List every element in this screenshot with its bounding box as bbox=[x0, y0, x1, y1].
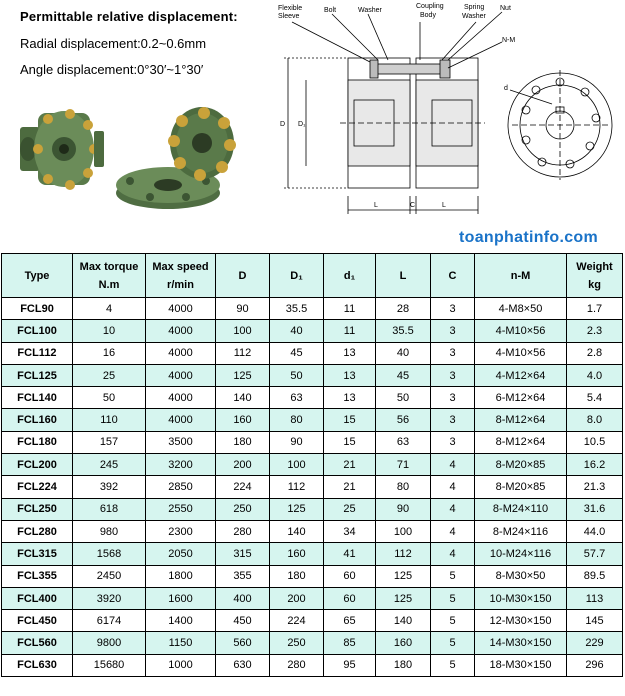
cell-D: 125 bbox=[216, 364, 270, 386]
cell-max-torque: 50 bbox=[73, 387, 146, 409]
table-row bbox=[2, 654, 623, 676]
cell-D1: 63 bbox=[270, 387, 324, 409]
label-bolt: Bolt bbox=[324, 7, 337, 14]
cell-C: 4 bbox=[431, 498, 475, 520]
displacement-heading: Permittable relative displacement: bbox=[20, 9, 238, 24]
cell-D: 90 bbox=[216, 298, 270, 320]
cell-type: FCL180 bbox=[2, 431, 73, 453]
cell-C: 4 bbox=[431, 476, 475, 498]
table-row bbox=[2, 409, 623, 431]
label-washer: Washer bbox=[358, 7, 382, 14]
cell-D: 140 bbox=[216, 387, 270, 409]
cell-max-torque: 16 bbox=[73, 342, 146, 364]
cell-D: 315 bbox=[216, 543, 270, 565]
cell-D: 400 bbox=[216, 587, 270, 609]
table-row bbox=[2, 298, 623, 320]
cell-D: 160 bbox=[216, 409, 270, 431]
cell-max-torque: 392 bbox=[73, 476, 146, 498]
cell-n-M: 8-M24×110 bbox=[475, 498, 567, 520]
cell-L: 180 bbox=[376, 654, 431, 676]
cell-max-torque: 1568 bbox=[73, 543, 146, 565]
header-max-speed bbox=[146, 254, 216, 298]
cell-D: 630 bbox=[216, 654, 270, 676]
cell-type: FCL280 bbox=[2, 520, 73, 542]
cell-weight: 57.7 bbox=[567, 543, 623, 565]
cell-d1: 85 bbox=[324, 632, 376, 654]
cell-D: 100 bbox=[216, 320, 270, 342]
cell-L: 112 bbox=[376, 543, 431, 565]
table-row bbox=[2, 454, 623, 476]
cell-n-M: 8-M20×85 bbox=[475, 454, 567, 476]
cell-max-torque: 2450 bbox=[73, 565, 146, 587]
cell-d1: 60 bbox=[324, 587, 376, 609]
cell-max-speed: 3500 bbox=[146, 431, 216, 453]
table-row bbox=[2, 498, 623, 520]
cell-max-torque: 25 bbox=[73, 364, 146, 386]
cell-max-torque: 110 bbox=[73, 409, 146, 431]
label-d: d bbox=[504, 85, 508, 92]
cell-C: 5 bbox=[431, 654, 475, 676]
cell-C: 5 bbox=[431, 610, 475, 632]
label-D1: D₁ bbox=[298, 121, 306, 128]
table-header-row bbox=[2, 254, 623, 298]
cell-weight: 8.0 bbox=[567, 409, 623, 431]
cell-L: 50 bbox=[376, 387, 431, 409]
cell-C: 4 bbox=[431, 454, 475, 476]
cell-n-M: 10-M30×150 bbox=[475, 587, 567, 609]
cell-type: FCL630 bbox=[2, 654, 73, 676]
header-max-torque bbox=[73, 254, 146, 298]
radial-displacement: Radial displacement:0.2~0.6mm bbox=[20, 36, 207, 51]
cell-type: FCL200 bbox=[2, 454, 73, 476]
label-D: D bbox=[280, 121, 286, 128]
table-row bbox=[2, 320, 623, 342]
cell-d1: 15 bbox=[324, 409, 376, 431]
cell-d1: 21 bbox=[324, 476, 376, 498]
cell-max-speed: 2550 bbox=[146, 498, 216, 520]
cell-L: 90 bbox=[376, 498, 431, 520]
cell-weight: 44.0 bbox=[567, 520, 623, 542]
cell-n-M: 4-M8×50 bbox=[475, 298, 567, 320]
cell-type: FCL140 bbox=[2, 387, 73, 409]
cell-C: 3 bbox=[431, 409, 475, 431]
cell-L: 71 bbox=[376, 454, 431, 476]
header-section bbox=[0, 0, 625, 250]
cell-D: 280 bbox=[216, 520, 270, 542]
cell-max-torque: 6174 bbox=[73, 610, 146, 632]
cell-max-speed: 2850 bbox=[146, 476, 216, 498]
cell-max-speed: 4000 bbox=[146, 364, 216, 386]
cell-max-torque: 245 bbox=[73, 454, 146, 476]
cell-type: FCL400 bbox=[2, 587, 73, 609]
cell-d1: 13 bbox=[324, 387, 376, 409]
table-row bbox=[2, 431, 623, 453]
watermark: toanphatinfo.com bbox=[459, 229, 599, 246]
cell-D: 450 bbox=[216, 610, 270, 632]
cell-type: FCL560 bbox=[2, 632, 73, 654]
cell-L: 45 bbox=[376, 364, 431, 386]
cell-C: 4 bbox=[431, 543, 475, 565]
cell-C: 3 bbox=[431, 364, 475, 386]
cell-D1: 125 bbox=[270, 498, 324, 520]
cell-weight: 2.3 bbox=[567, 320, 623, 342]
cell-D1: 100 bbox=[270, 454, 324, 476]
cell-C: 3 bbox=[431, 342, 475, 364]
cell-max-speed: 1000 bbox=[146, 654, 216, 676]
cell-D1: 35.5 bbox=[270, 298, 324, 320]
cell-D: 355 bbox=[216, 565, 270, 587]
cell-n-M: 10-M24×116 bbox=[475, 543, 567, 565]
label-body: Body bbox=[420, 12, 436, 19]
table-row bbox=[2, 610, 623, 632]
cell-D1: 180 bbox=[270, 565, 324, 587]
cell-L: 80 bbox=[376, 476, 431, 498]
cell-D: 180 bbox=[216, 431, 270, 453]
cell-D1: 224 bbox=[270, 610, 324, 632]
cell-C: 3 bbox=[431, 320, 475, 342]
cell-D: 200 bbox=[216, 454, 270, 476]
cell-n-M: 8-M30×50 bbox=[475, 565, 567, 587]
cell-weight: 1.7 bbox=[567, 298, 623, 320]
header-D: D bbox=[216, 254, 270, 298]
cell-max-torque: 618 bbox=[73, 498, 146, 520]
cell-max-speed: 3200 bbox=[146, 454, 216, 476]
cell-n-M: 8-M12×64 bbox=[475, 409, 567, 431]
table-row bbox=[2, 364, 623, 386]
cell-L: 100 bbox=[376, 520, 431, 542]
cell-L: 160 bbox=[376, 632, 431, 654]
label-C: C bbox=[410, 202, 416, 209]
label-nm: N-M bbox=[502, 37, 516, 44]
cell-type: FCL250 bbox=[2, 498, 73, 520]
cell-max-torque: 3920 bbox=[73, 587, 146, 609]
cell-weight: 21.3 bbox=[567, 476, 623, 498]
cell-D: 112 bbox=[216, 342, 270, 364]
cell-D1: 90 bbox=[270, 431, 324, 453]
cell-d1: 95 bbox=[324, 654, 376, 676]
cell-type: FCL112 bbox=[2, 342, 73, 364]
cell-n-M: 8-M24×116 bbox=[475, 520, 567, 542]
cell-C: 5 bbox=[431, 565, 475, 587]
cell-weight: 31.6 bbox=[567, 498, 623, 520]
cell-d1: 34 bbox=[324, 520, 376, 542]
cell-C: 5 bbox=[431, 587, 475, 609]
table-row bbox=[2, 565, 623, 587]
header-weight bbox=[567, 254, 623, 298]
cell-n-M: 4-M10×56 bbox=[475, 342, 567, 364]
cell-L: 28 bbox=[376, 298, 431, 320]
cell-max-speed: 4000 bbox=[146, 409, 216, 431]
cell-max-speed: 1800 bbox=[146, 565, 216, 587]
table-row bbox=[2, 342, 623, 364]
cell-weight: 113 bbox=[567, 587, 623, 609]
cell-d1: 60 bbox=[324, 565, 376, 587]
cell-D1: 280 bbox=[270, 654, 324, 676]
cell-D1: 50 bbox=[270, 364, 324, 386]
cell-type: FCL355 bbox=[2, 565, 73, 587]
header-max-torque-unit: N.m bbox=[98, 278, 120, 291]
header-max-speed-unit: r/min bbox=[167, 278, 194, 291]
cell-D1: 250 bbox=[270, 632, 324, 654]
table-row bbox=[2, 476, 623, 498]
cell-L: 63 bbox=[376, 431, 431, 453]
label-spring: Spring bbox=[464, 4, 485, 11]
cell-n-M: 12-M30×150 bbox=[475, 610, 567, 632]
cell-max-torque: 9800 bbox=[73, 632, 146, 654]
cell-max-torque: 157 bbox=[73, 431, 146, 453]
cell-type: FCL224 bbox=[2, 476, 73, 498]
cell-D: 250 bbox=[216, 498, 270, 520]
cell-type: FCL315 bbox=[2, 543, 73, 565]
cell-n-M: 4-M12×64 bbox=[475, 364, 567, 386]
label-spring-washer: Washer bbox=[462, 13, 486, 20]
label-L-right: L bbox=[442, 202, 446, 209]
cell-weight: 4.0 bbox=[567, 364, 623, 386]
cell-type: FCL100 bbox=[2, 320, 73, 342]
cell-d1: 11 bbox=[324, 298, 376, 320]
cell-L: 125 bbox=[376, 587, 431, 609]
cell-n-M: 8-M20×85 bbox=[475, 476, 567, 498]
cell-D1: 45 bbox=[270, 342, 324, 364]
cell-d1: 15 bbox=[324, 431, 376, 453]
header-L: L bbox=[376, 254, 431, 298]
cell-d1: 25 bbox=[324, 498, 376, 520]
cell-n-M: 14-M30×150 bbox=[475, 632, 567, 654]
header-C: C bbox=[431, 254, 475, 298]
header-d1: d₁ bbox=[324, 254, 376, 298]
cell-D1: 200 bbox=[270, 587, 324, 609]
cell-d1: 21 bbox=[324, 454, 376, 476]
cell-C: 3 bbox=[431, 431, 475, 453]
cell-d1: 65 bbox=[324, 610, 376, 632]
cell-type: FCL90 bbox=[2, 298, 73, 320]
cell-D1: 80 bbox=[270, 409, 324, 431]
table-row bbox=[2, 387, 623, 409]
cell-type: FCL450 bbox=[2, 610, 73, 632]
cell-weight: 296 bbox=[567, 654, 623, 676]
header-weight-label: Weight bbox=[576, 260, 613, 273]
label-nut: Nut bbox=[500, 5, 511, 12]
header-D1: D₁ bbox=[270, 254, 324, 298]
cell-type: FCL160 bbox=[2, 409, 73, 431]
cell-n-M: 8-M12×64 bbox=[475, 431, 567, 453]
coupling-diagram bbox=[270, 0, 625, 228]
cell-max-torque: 980 bbox=[73, 520, 146, 542]
table-row bbox=[2, 543, 623, 565]
cell-weight: 5.4 bbox=[567, 387, 623, 409]
header-max-torque-label: Max torque bbox=[79, 260, 139, 273]
header-weight-unit: kg bbox=[588, 278, 601, 291]
cell-max-speed: 1600 bbox=[146, 587, 216, 609]
cell-D1: 40 bbox=[270, 320, 324, 342]
table-row bbox=[2, 632, 623, 654]
cell-L: 56 bbox=[376, 409, 431, 431]
cell-D1: 112 bbox=[270, 476, 324, 498]
cell-max-torque: 10 bbox=[73, 320, 146, 342]
cell-weight: 229 bbox=[567, 632, 623, 654]
cell-L: 40 bbox=[376, 342, 431, 364]
cell-weight: 145 bbox=[567, 610, 623, 632]
cell-L: 35.5 bbox=[376, 320, 431, 342]
cell-C: 3 bbox=[431, 387, 475, 409]
cell-C: 5 bbox=[431, 632, 475, 654]
cell-d1: 11 bbox=[324, 320, 376, 342]
cross-section-drawing bbox=[284, 12, 612, 214]
cell-weight: 16.2 bbox=[567, 454, 623, 476]
cell-n-M: 6-M12×64 bbox=[475, 387, 567, 409]
cell-d1: 41 bbox=[324, 543, 376, 565]
angle-displacement: Angle displacement:0°30′~1°30′ bbox=[20, 62, 204, 77]
cell-max-speed: 2300 bbox=[146, 520, 216, 542]
cell-n-M: 4-M10×56 bbox=[475, 320, 567, 342]
coupling-photos bbox=[18, 105, 248, 215]
header-n-M: n-M bbox=[475, 254, 567, 298]
cell-D: 224 bbox=[216, 476, 270, 498]
cell-max-speed: 1150 bbox=[146, 632, 216, 654]
cell-max-torque: 4 bbox=[73, 298, 146, 320]
label-flexible: Flexible bbox=[278, 5, 303, 12]
table-body bbox=[2, 298, 623, 677]
cell-C: 4 bbox=[431, 520, 475, 542]
cell-max-speed: 1400 bbox=[146, 610, 216, 632]
coupling-photo-front bbox=[116, 107, 236, 209]
header-type: Type bbox=[2, 254, 73, 298]
cell-d1: 13 bbox=[324, 342, 376, 364]
cell-type: FCL125 bbox=[2, 364, 73, 386]
cell-max-speed: 4000 bbox=[146, 387, 216, 409]
cell-D1: 160 bbox=[270, 543, 324, 565]
label-sleeve: Sleeve bbox=[278, 13, 300, 20]
cell-max-torque: 15680 bbox=[73, 654, 146, 676]
table-row bbox=[2, 520, 623, 542]
cell-max-speed: 4000 bbox=[146, 342, 216, 364]
cell-D: 560 bbox=[216, 632, 270, 654]
specification-table bbox=[1, 253, 623, 677]
cell-weight: 10.5 bbox=[567, 431, 623, 453]
cell-max-speed: 4000 bbox=[146, 298, 216, 320]
label-L-left: L bbox=[374, 202, 378, 209]
cell-weight: 2.8 bbox=[567, 342, 623, 364]
table-row bbox=[2, 587, 623, 609]
coupling-photo-side bbox=[20, 109, 104, 190]
cell-n-M: 18-M30×150 bbox=[475, 654, 567, 676]
cell-D1: 140 bbox=[270, 520, 324, 542]
cell-L: 125 bbox=[376, 565, 431, 587]
header-max-speed-label: Max speed bbox=[152, 260, 209, 273]
label-coupling: Coupling bbox=[416, 3, 444, 10]
cell-L: 140 bbox=[376, 610, 431, 632]
cell-weight: 89.5 bbox=[567, 565, 623, 587]
cell-max-speed: 4000 bbox=[146, 320, 216, 342]
cell-C: 3 bbox=[431, 298, 475, 320]
cell-max-speed: 2050 bbox=[146, 543, 216, 565]
cell-d1: 13 bbox=[324, 364, 376, 386]
